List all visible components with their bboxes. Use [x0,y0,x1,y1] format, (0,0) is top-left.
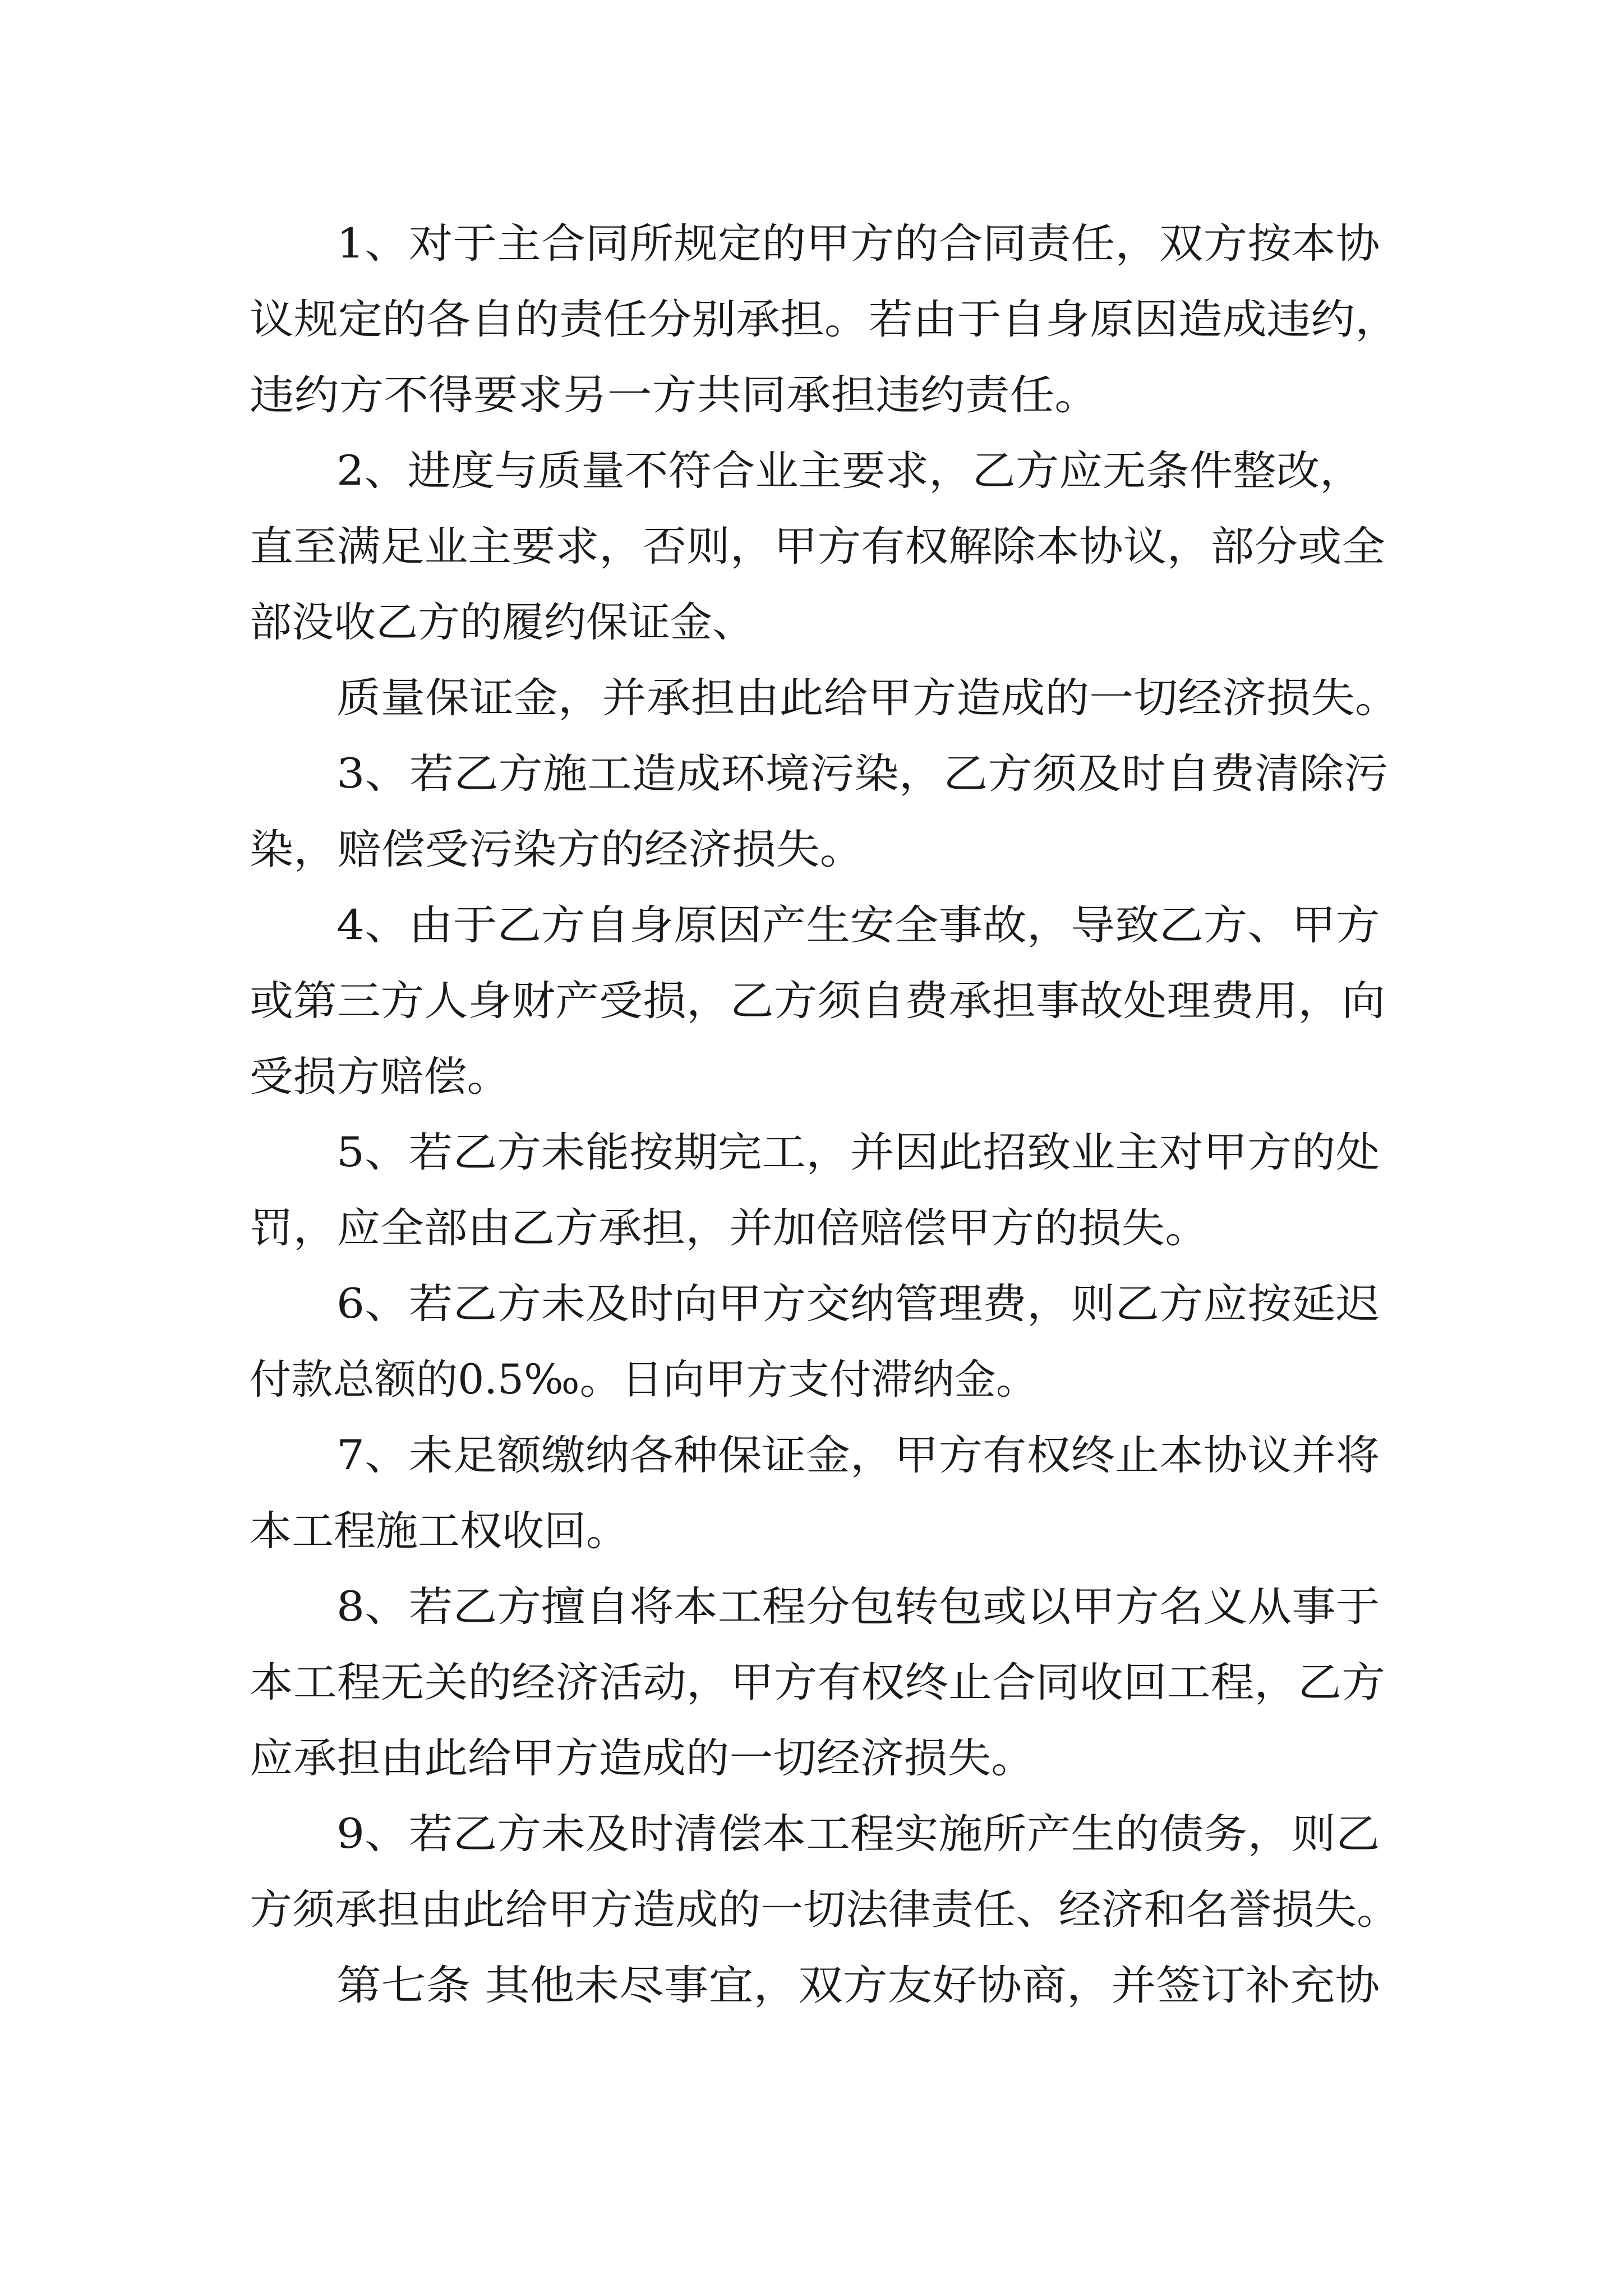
text-line: 3、若乙方施工造成环境污染，乙方须及时自费清除污 [336,750,1389,798]
text-line: 罚，应全部由乙方承担，并加倍赔偿甲方的损失。 [250,1204,1209,1252]
text-line: 染，赔偿受污染方的经济损失。 [250,826,864,873]
text-line: 4、由于乙方自身原因产生安全事故，导致乙方、甲方 [336,901,1380,949]
text-line: 方须承担由此给甲方造成的一切法律责任、经济和名誉损失。 [250,1886,1399,1934]
text-line: 直至满足业主要求，否则，甲方有权解除本协议，部分或全 [250,523,1385,570]
text-line: 本工程施工权收回。 [250,1507,628,1555]
text-line: 受损方赔偿。 [250,1053,510,1101]
text-line: 议规定的各自的责任分别承担。若由于自身原因造成违约， [250,296,1399,343]
text-line: 应承担由此给甲方造成的一切经济损失。 [250,1734,1035,1782]
text-line: 违约方不得要求另一方共同承担违约责任。 [250,371,1099,419]
text-line: 6、若乙方未及时向甲方交纳管理费，则乙方应按延迟 [336,1280,1380,1328]
text-line: 7、未足额缴纳各种保证金，甲方有权终止本协议并将 [336,1432,1380,1479]
text-line: 1、对于主合同所规定的甲方的合同责任，双方按本协 [336,220,1380,268]
text-line: 本工程无关的经济活动，甲方有权终止合同收回工程，乙方 [250,1659,1385,1706]
text-line: 2、进度与质量不符合业主要求，乙方应无条件整改， [336,447,1363,495]
text-line: 部没收乙方的履约保证金、 [250,599,754,646]
text-line: 5、若乙方未能按期完工，并因此招致业主对甲方的处 [336,1129,1380,1176]
text-line: 8、若乙方擅自将本工程分包转包或以甲方名义从事于 [336,1583,1380,1631]
text-line: 质量保证金，并承担由此给甲方造成的一切经济损失。 [336,674,1399,722]
text-line: 第七条 其他未尽事宜，双方友好协商，并签订补充协 [336,1962,1380,2009]
text-line: 9、若乙方未及时清偿本工程实施所产生的债务，则乙 [336,1810,1380,1858]
text-line: 付款总额的0.5‰。日向甲方支付滞纳金。 [250,1356,1038,1404]
text-line: 或第三方人身财产受损，乙方须自费承担事故处理费用，向 [250,977,1385,1025]
